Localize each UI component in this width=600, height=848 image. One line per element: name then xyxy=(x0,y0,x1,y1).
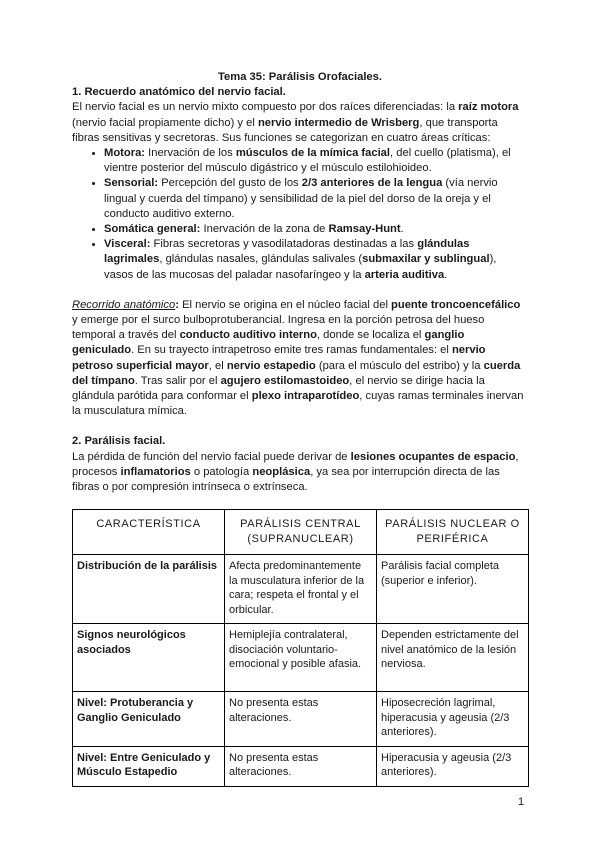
table-header-cell: PARÁLISIS CENTRAL (SUPRANUCLEAR) xyxy=(225,510,377,555)
table-row xyxy=(73,746,529,786)
list-item-visceral: • Visceral: Fibras secretoras y vasodilatadoras destinadas a las glándulas lagrimales, glándulas nasales, glándulas salivales (submaxilar y sublingual), vasos de las mucosas del paladar nasofaríngeo y la arteria auditiva. xyxy=(104,237,528,283)
section1-intro: El nervio facial es un nervio mixto compuesto por dos raíces diferenciadas: la raíz motora (nervio facial propiamente dicho) y el nervio intermedio de Wrisberg, que transporta fibras sensitivas y secretoras. Sus funciones se categorizan en cuatro áreas críticas: xyxy=(72,101,519,144)
table-cell: Afecta predominantemente la musculatura inferior de la cara; respeta el frontal y el orbicular. xyxy=(225,555,377,624)
table-cell-label: Nivel: Entre Geniculado y Músculo Estapedio xyxy=(73,746,225,786)
table-cell: Dependen estrictamente del nivel anatómico de la lesión nerviosa. xyxy=(377,624,529,692)
table-cell: Hiperacusia y ageusia (2/3 anteriores). xyxy=(377,746,529,786)
table-cell: Parálisis facial completa (superior e inferior). xyxy=(377,555,529,624)
document-title: Tema 35: Parálisis Orofaciales. xyxy=(218,71,382,83)
section2-paragraph: La pérdida de función del nervio facial puede derivar de lesiones ocupantes de espacio, procesos inflamatorios o patología neoplásica, ya sea por interrupción directa de las fibras o por compresión intrínseca o extrínseca. xyxy=(72,450,519,494)
table-header-cell: PARÁLISIS NUCLEAR O PERIFÉRICA xyxy=(377,510,529,555)
list-item-somatica: • Somática general: Inervación de la zona de Ramsay-Hunt. xyxy=(104,222,528,237)
page-number: 1 xyxy=(518,796,525,808)
table-header-row xyxy=(73,510,529,555)
table-header-cell: CARACTERÍSTICA xyxy=(73,510,225,555)
table-cell: No presenta estas alteraciones. xyxy=(225,746,377,786)
table-cell-label: Signos neurológicos asociados xyxy=(73,624,225,692)
table-cell-label: Nivel: Protuberancia y Ganglio Geniculado xyxy=(73,692,225,747)
table-cell: Hemiplejía contralateral, disociación voluntario-emocional y posible afasia. xyxy=(225,624,377,692)
table-row xyxy=(73,624,529,692)
document-page xyxy=(72,70,528,787)
recorrido-paragraph: Recorrido anatómico: El nervio se origina en el núcleo facial del puente troncoencefálico y emerge por el surco bulboprotuberancial. Ingresa en la porción petrosa del hueso temporal a través del conducto auditivo interno, donde se localiza el ganglio geniculado. En su trayecto intrapetroso emite tres ramas fundamentales: el nervio petroso superficial mayor, el nervio estapedio (para el músculo del estribo) y la cuerda del tímpano. Tras salir por el agujero estilomastoideo, el nervio se dirige hacia la glándula parótida para conformar el plexo intraparotídeo, cuyas ramas terminales inervan la musculatura mímica. xyxy=(72,298,524,418)
section1-heading: 1. Recuerdo anatómico del nervio facial. xyxy=(72,86,286,99)
table-row xyxy=(73,692,529,747)
comparison-table xyxy=(72,509,529,787)
list-item-sensorial: • Sensorial: Percepción del gusto de los 2/3 anteriores de la lengua (vía nervio lingual y cuerda del tímpano) y sensibilidad de la piel del dorso de la oreja y el conducto auditivo externo. xyxy=(104,176,528,222)
table-cell: Hiposecreción lagrimal, hiperacusia y ageusia (2/3 anteriores). xyxy=(377,692,529,747)
function-list xyxy=(72,146,528,283)
table-cell-label: Distribución de la parálisis xyxy=(73,555,225,624)
table-cell: No presenta estas alteraciones. xyxy=(225,692,377,747)
list-item-motora: • Motora: Inervación de los músculos de la mímica facial, del cuello (platisma), el vientre posterior del músculo digástrico y el músculo estilohioideo. xyxy=(104,146,528,176)
section2-heading: 2. Parálisis facial. xyxy=(72,435,166,448)
table-row xyxy=(73,555,529,624)
